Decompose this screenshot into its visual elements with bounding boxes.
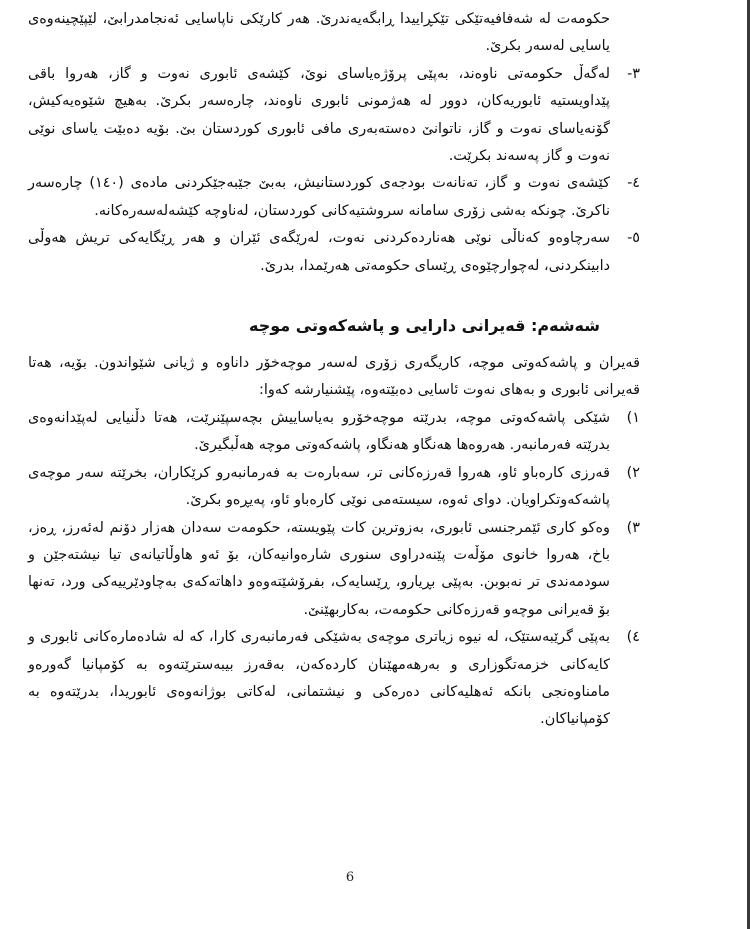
list-item-number: ٤- xyxy=(627,175,640,192)
list-item-number: ٥- xyxy=(627,230,640,247)
page-body xyxy=(28,6,640,734)
page-number: 6 xyxy=(345,870,355,885)
list-item-text: شێکی پاشەکەوتی موچە، بدرێتە موچەخۆرو بەیاساییش بچەسپێنرێت، هەتا دڵنیایی لەپێدانەوەی بدرێتە فەرمانبەر. هەروەها هەنگاو هەنگاو، پاشەکەوتی موچە هەڵبگیرێ. xyxy=(28,409,610,454)
list-item-number: ٤) xyxy=(626,629,640,646)
list-item-text: حکومەت لە شەفافیەتێکی تێکڕاییدا ڕابگەیەندرێ. هەر کارێکی ناپاسایی ئەنجامدرابێ، لێپێچینەوەی یاسایی لەسەر بکرێ. xyxy=(28,11,610,55)
list-item-continuation xyxy=(28,6,640,61)
list-item-5 xyxy=(28,225,640,280)
list-item-number: ٣) xyxy=(626,519,640,536)
list-item-number: ٣- xyxy=(627,65,640,82)
list-item-text: لەگەڵ حکومەتی ناوەند، بەپێی پرۆژەیاسای نوێ، کێشەی ئابوری نەوت و گاز، هەروا باقی پێداویستیە ئابوریەکان، دوور لە هەژمونی ئابوری ناوەند، چارەسەر بکرێ. بەهیچ شێوەیەکیش، گۆنەیاسای نەوت و گاز، ناتوانێ دەستەبەری مافی ئابوری کوردستان بێ. بۆیە دەبێت یاسای نوێی نەوت و گاز پەسەند بکرێت. xyxy=(28,65,610,165)
list-item-text: بەپێی گرێبەستێک، لە نیوە زیاتری موچەی بەشێکی فەرمانبەری کارا، کە لە شادەمارەکانی ئابوری و کایەکانی خزمەتگوزاری و بەرهەمهێنان کاردەکەن، بەقەرز بیبەسترێتەوە بە کۆمپانیا گەورەو مامناوەنجی بانکە ئەهلیەکانی دەرەکی و نیشتمانی، لەکاتی بوژانەوەی ئابوریدا، بدرێتەوە بە کۆمپانیاکان. xyxy=(28,629,610,728)
list-item-4 xyxy=(28,170,640,225)
list-item-text: کێشەی نەوت و گاز، تەنانەت بودجەی کوردستانیش، بەبێ جێبەجێکردنی مادەی (١٤٠) چارەسەر ناکرێ. چونکە بەشی زۆری سامانە سروشتیەکانی کوردستان، لەناوچە کێشەلەسەرەکانە. xyxy=(28,175,611,219)
numbered-item-3 xyxy=(28,515,640,625)
list-item-number: ١) xyxy=(626,409,640,426)
list-item-text: وەکو کاری ئێمرجنسی ئابوری، بەزوترین کات پێویستە، حکومەت سەدان هەزار دۆنم لەئەرز، ڕەز، باخ، هەروا خانوی مۆڵەت پێنەدراوی سنوری شارەوانیەکان، بۆ ئەو هاوڵاتیانەی تیا نیشتەجێن و سودمەندی تر نەبوبن. بەپێی بڕیارو، ڕێسایەک، بفرۆشێتەوەو داهاتەکەی بەچاودێرییەکی ورد، تەنها بۆ قەیرانی موچەو قەرزەکانی حکومەت، بەکاربهێنێ. xyxy=(28,519,610,618)
numbered-item-1 xyxy=(28,405,640,460)
section-intro-paragraph: قەیران و پاشەکەوتی موچە، کاریگەری زۆری لەسەر موچەخۆر داناوە و ژیانی شێواندون. بۆیە، هەتا قەیرانی ئابوری و بەهای نەوت ئاسایی دەبێتەوە، پێشنیارشە کەوا: xyxy=(28,355,640,399)
section-heading: شەشەم: قەیرانی دارایی و پاشەکەوتی موچە xyxy=(249,316,600,336)
list-item-text: سەرچاوەو کەناڵی نوێی هەناردەکردنی نەوت، لەرێگەی ئێران و هەر ڕێگایەکی تریش هەوڵی دابینکردنی، لەچوارچێوەی ڕێسای حکومەتی هەرێمدا، بدرێ. xyxy=(28,230,610,274)
list-item-3 xyxy=(28,61,640,171)
list-item-number: ٢) xyxy=(626,464,640,481)
list-item-text: قەرزی کارەباو ئاو، هەروا قەرزەکانی تر، سەبارەت بە فەرمانبەرو کرێکاران، بخرێتە سەر موچەی پاشەکەوتکراویان. دوای ئەوە، سیستەمی نوێی کارەباو ئاو، پەیڕەو بکرێ. xyxy=(28,464,610,509)
numbered-item-2 xyxy=(28,460,640,515)
numbered-item-4 xyxy=(28,624,640,734)
